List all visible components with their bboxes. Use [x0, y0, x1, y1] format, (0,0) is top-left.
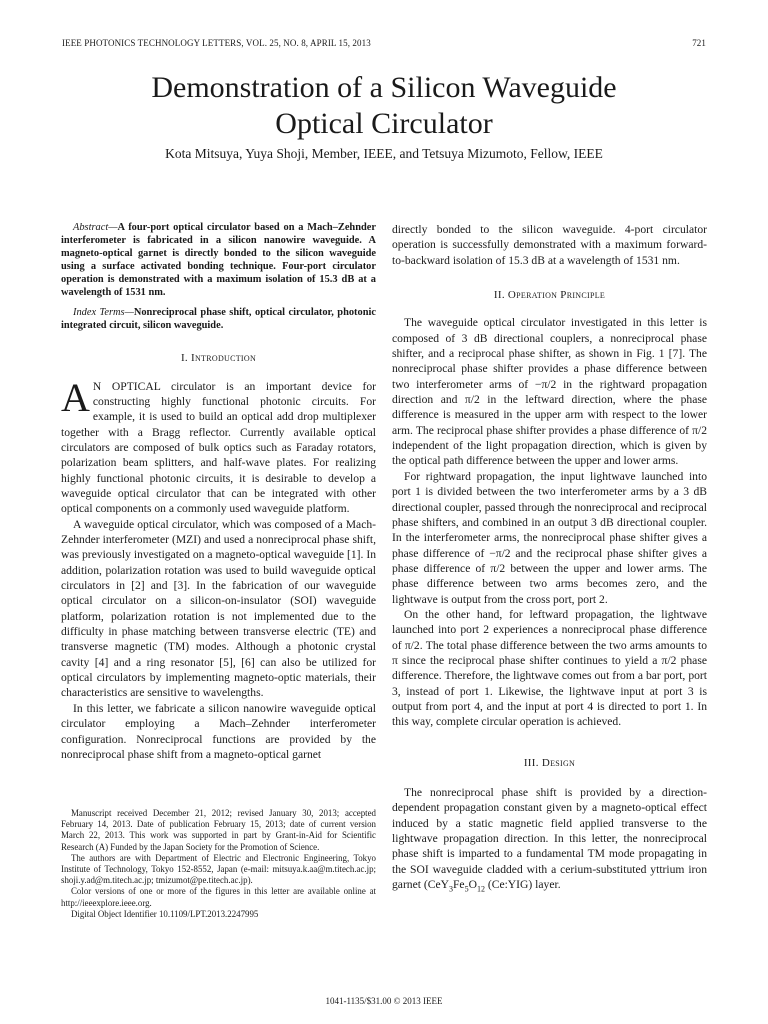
section-heading-design: III. Design [523, 756, 576, 769]
drop-cap: A [61, 374, 90, 420]
intro-paragraph-3-continued: directly bonded to the silicon waveguide. 4-port circulator operation is successfully demonstrated with a maximum forward-to-backward isolation of 15.3 dB at a wavelength of 1531 nm. [392, 223, 707, 267]
intro-paragraph-1 [61, 374, 376, 517]
abstract-text: A four-port optical circulator based on a Mach–Zehnder interferometer is fabricated in a silicon nanowire waveguide. A magneto-optical garnet is directly bonded to the silicon waveguide using a surface activated bonding technique. Four-port circulator operation is demonstrated with a maximum isolation of 15.3 dB at a wavelength of 1531 nm. [61, 222, 376, 298]
page-number: 721 [692, 38, 706, 48]
design-text-o: O [468, 878, 477, 892]
design-text-fe: Fe [452, 878, 465, 892]
design-paragraph-1 [392, 785, 707, 892]
abstract-lead: Abstract— [73, 222, 118, 233]
operation-paragraph-2: For rightward propagation, the input lightwave launched into port 1 is divided between the two interferometer arms by a 3 dB directional coupler, passed through the nonreciprocal and reciprocal phase shifters, and combined in an output 3 dB directional coupler. In the interferometer arms, the nonreciprocal phase shifter gives a phase difference of −π/2 and the reciprocal phase shifter gives a phase difference of π/2 between the upper and lower arms. The phase difference between two arms becomes zero, and the lightwave is output from the cross port, port 2. [392, 469, 708, 606]
right-column [392, 222, 707, 892]
design-text-a: The nonreciprocal phase shift is provided by a direction-dependent propagation constant given by a magneto-optical effect induced by a static magnetic field applied transverse to the lightwave propagation direction. In this letter, the nonreciprocal phase shift is imparted to a fundamental TM mode propagating in the SOI waveguide cladded with a cerium-substituted yttrium iron garnet (CeY [392, 786, 707, 892]
subscript-12: 12 [476, 884, 485, 894]
index-terms [61, 307, 376, 333]
journal-citation: IEEE PHOTONICS TECHNOLOGY LETTERS, VOL. 25, NO. 8, APRIL 15, 2013 [62, 38, 371, 48]
section-heading-operation-principle: II. Operation Principle [493, 289, 606, 302]
running-header [62, 38, 706, 48]
section-heading-introduction: I. Introduction [180, 352, 257, 365]
title-line-2: Optical Circulator [275, 107, 493, 140]
left-column [61, 222, 376, 762]
subscript-3: 3 [448, 884, 453, 894]
footnote-doi: Digital Object Identifier 10.1109/LPT.2013.2247995 [71, 908, 259, 919]
design-text-b: (Ce:YIG) layer. [484, 878, 561, 892]
intro-paragraph-1-text: N OPTICAL circulator is an important device for constructing highly functional photonic circuits. For example, it is used to build an optical add drop multiplexer together with a Bragg reflector. Currently available optical circulators are composed of bulk optics such as Faraday rotators, polarization beam splitters, and half-wave plates. For realizing highly functional photonic circuits, it is desirable to develop a waveguide optical circulator that can be integrated with other optical components on a commonly used waveguide platform. [61, 379, 376, 516]
footnote-affiliation: The authors are with Department of Electric and Electronic Engineering, Tokyo Institute of Technology, Tokyo 152-8552, Japan (e-mail: mitsuya.k.aa@m.titech.ac.jp; shoji.y.ad@m.titech.ac.jp; tmizumot@pe.titech.ac.jp). [61, 852, 376, 886]
operation-paragraph-3: On the other hand, for leftward propagation, the lightwave launched into port 2 experiences a nonreciprocal phase difference of π/2. The total phase difference between the two arms amounts to π since the reciprocal phase shifter continues to yield a π/2 phase difference. Therefore, the lightwave comes out from a bar port, port 3, instead of port 1. Likewise, the lightwave input at port 3 is output from port 4, and the input at port 4 is directed to port 1. In this way, complete circular operation is achieved. [392, 607, 707, 729]
abstract [61, 222, 376, 299]
footnote-color: Color versions of one or more of the figures in this letter are available online at http://ieeexplore.ieee.org. [61, 886, 376, 908]
title-line-1: Demonstration of a Silicon Waveguide [151, 71, 617, 104]
operation-paragraph-1: The waveguide optical circulator investigated in this letter is composed of 3 dB directional couplers, a nonreciprocal phase shifter, and a reciprocal phase shifter, as shown in Fig. 1 [7]. The nonreciprocal phase shifter provides a phase difference between two interferometer arms of −π/2 in the rightward propagation direction and π/2 in the leftward direction, where the phase difference is measured in the upper arm with respect to the lower arm. The reciprocal phase shifter provides a phase difference of π/2 independent of the light propagation direction, which is given by the optical path difference between the upper and lower arms. [392, 316, 707, 468]
intro-paragraph-3: In this letter, we fabricate a silicon nanowire waveguide optical circulator employing a Mach–Zehnder interferometer configuration. Nonreciprocal functions are provided by the nonreciprocal phase shift from a magneto-optical garnet [61, 701, 376, 761]
index-terms-lead: Index Terms— [73, 307, 134, 319]
subscript-5: 5 [464, 884, 469, 894]
author-list: Kota Mitsuya, Yuya Shoji, Member, IEEE, and Tetsuya Mizumoto, Fellow, IEEE [165, 146, 603, 161]
index-terms-text: Nonreciprocal phase shift, optical circulator, photonic integrated circuit, silicon waveguide. [61, 307, 376, 332]
copyright-footer: 1041-1135/$31.00 © 2013 IEEE [325, 996, 443, 1006]
intro-paragraph-2: A waveguide optical circulator, which was composed of a Mach-Zehnder interferometer (MZI) and used a nonreciprocal phase shift, was previously investigated on a magneto-optical waveguide [1]. In addition, polarization rotation was used to build waveguide optical circulators in [2] and [3]. In the fabrication of our waveguide optical circulator on a silicon-on-insulator (SOI) waveguide platform, polarization rotation is not implemented due to the difficulty in phase matching between transverse electric (TE) and transverse magnetic (TM) modes. Although a photonic crystal cavity [4] and a ring resonator [5], [6] can also be utilized for optical circulators by implementing magneto-optic materials, their characteristics are sensitive to wavelengths. [61, 517, 376, 700]
footnote-manuscript: Manuscript received December 21, 2012; revised January 30, 2013; accepted February 14, 2013. Date of publication February 15, 2013; date of current version March 22, 2013. This work was supported in part by Grant-in-Aid for Scientific Research (A) Funded by the Japan Society for the Promotion of Science. [61, 808, 376, 852]
paper-title [0, 70, 768, 142]
footnotes [61, 808, 376, 920]
